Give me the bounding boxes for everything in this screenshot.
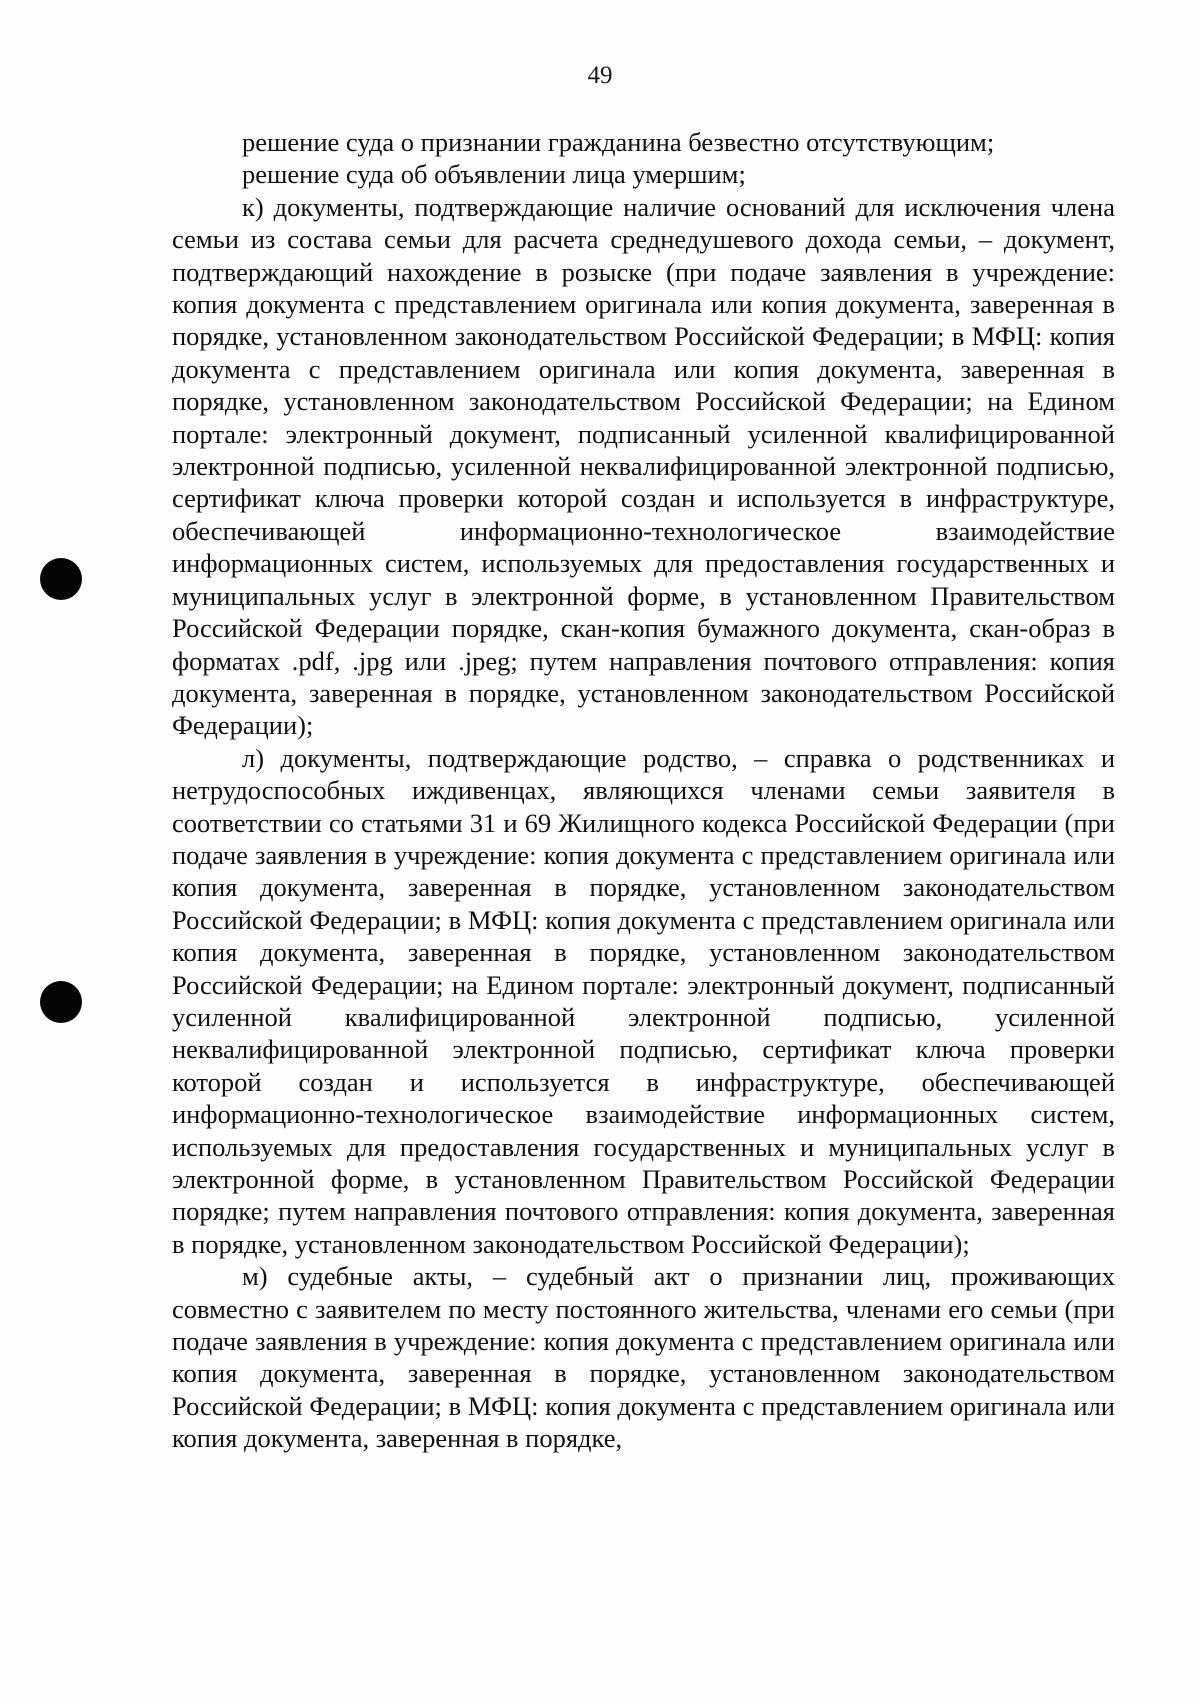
page-number: 49 xyxy=(587,62,613,89)
text-line: решение суда о признании гражданина безвестно отсутствующим; xyxy=(242,127,995,157)
paragraph-l: л) документы, подтверждающие родство, – справка о родственниках и нетрудоспособных иждивенцах, являющихся членами семьи заявителя в соответствии со статьями 31 и 69 Жилищного кодекса Российской Федерации (при подаче заявления в учреждение: копия документа с представлением оригинала или копия документа, заверенная в порядке, установленном законодательством Российской Федерации; в МФЦ: копия документа с представлением оригинала или копия документа, заверенная в порядке, установленном законодательством Российской Федерации; на Едином портале: электронный документ, подписанный усиленной квалифицированной электронной подписью, усиленной неквалифицированной электронной подписью, сертификат ключа проверки которой создан и используется в инфраструктуре, обеспечивающей информационно-технологическое взаимодействие информационных систем, используемых для предоставления государственных и муниципальных услуг в электронной форме, в установленном Правительством Российской Федерации порядке; путем направления почтового отправления: копия документа, заверенная в порядке, установленном законодательством Российской Федерации); xyxy=(172,742,1115,1259)
document-body xyxy=(172,126,1115,1455)
punch-hole-bottom xyxy=(40,981,82,1023)
punch-hole-top xyxy=(40,558,82,600)
paragraph-m: м) судебные акты, – судебный акт о признании лиц, проживающих совместно с заявителем по месту постоянного жительства, членами его семьи (при подаче заявления в учреждение: копия документа с представлением оригинала или копия документа, заверенная в порядке, установленном законодательством Российской Федерации; в МФЦ: копия документа с представлением оригинала или копия документа, заверенная в порядке, xyxy=(172,1261,1115,1454)
text-line: решение суда об объявлении лица умершим; xyxy=(242,159,746,190)
paragraph-k: к) документы, подтверждающие наличие оснований для исключения члена семьи из состава семьи для расчета среднедушевого дохода семьи, – документ, подтверждающий нахождение в розыске (при подаче заявления в учреждение: копия документа с представлением оригинала или копия документа, заверенная в порядке, установленном законодательством Российской Федерации; в МФЦ: копия документа с представлением оригинала или копия документа, заверенная в порядке, установленном законодательством Российской Федерации; на Едином портале: электронный документ, подписанный усиленной квалифицированной электронной подписью, усиленной неквалифицированной электронной подписью, сертификат ключа проверки которой создан и используется в инфраструктуре, обеспечивающей информационно-технологическое взаимодействие информационных систем, используемых для предоставления государственных и муниципальных услуг в электронной форме, в установленном Правительством Российской Федерации порядке, скан-копия бумажного документа, скан-образ в форматах .pdf, .jpg или .jpeg; путем направления почтового отправления: копия документа, заверенная в порядке, установленном законодательством Российской Федерации); xyxy=(172,191,1115,741)
